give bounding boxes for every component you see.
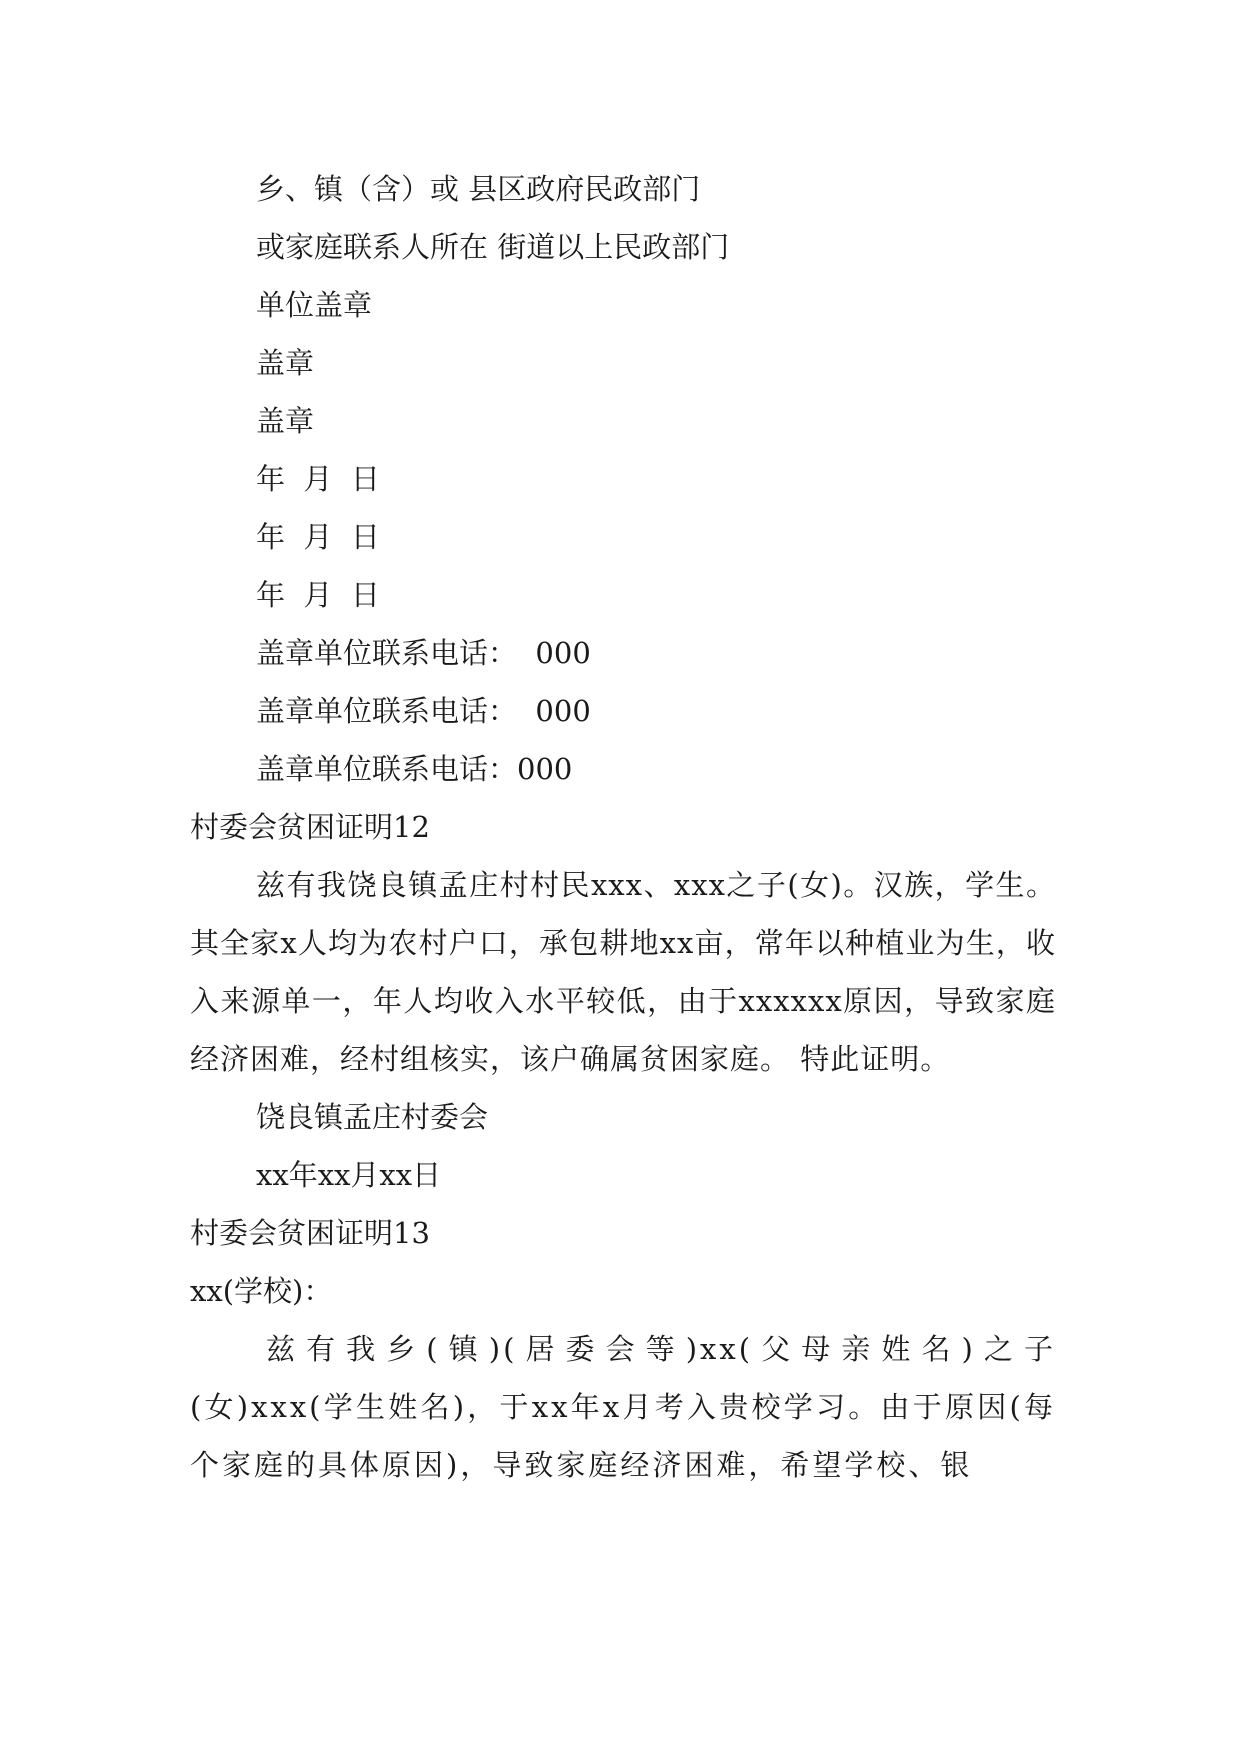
phone-line: 盖章单位联系电话： 000 [256, 636, 591, 670]
text-line: 乡、镇（含）或 县区政府民政部门 [256, 172, 701, 206]
signer-line: 饶良镇孟庄村委会 [256, 1100, 489, 1134]
section-paragraph: 兹有我乡(镇)(居委会等)xx(父母亲姓名)之子(女)xxx(学生姓名)，于xx年x月考入贵校学习。由于原因(每个家庭的具体原因)，导致家庭经济困难，希望学校、银 [190, 1332, 1056, 1482]
section-title: 村委会贫困证明13 [190, 1216, 430, 1250]
section-title: 村委会贫困证明12 [190, 810, 430, 844]
document-body [190, 160, 1056, 1494]
phone-line: 盖章单位联系电话： 000 [256, 694, 591, 728]
date-line: 年 月 日 [256, 578, 380, 612]
date-line: 年 月 日 [256, 520, 380, 554]
text-line: 或家庭联系人所在 街道以上民政部门 [256, 230, 730, 264]
text-line: 盖章 [256, 346, 315, 380]
text-line: 单位盖章 [256, 288, 373, 322]
salutation-line: xx(学校)： [190, 1274, 333, 1308]
date-line: 年 月 日 [256, 462, 380, 496]
phone-line: 盖章单位联系电话：000 [256, 752, 573, 786]
date-line: xx年xx月xx日 [256, 1158, 442, 1192]
section-paragraph: 兹有我饶良镇孟庄村村民xxx、xxx之子(女)。汉族，学生。其全家x人均为农村户口，承包耕地xx亩，常年以种植业为生，收入来源单一，年人均收入水平较低，由于xxxxxx原因，导致家庭经济困难，经村组核实，该户确属贫困家庭。 特此证明。 [190, 868, 1056, 1076]
text-line: 盖章 [256, 404, 315, 438]
